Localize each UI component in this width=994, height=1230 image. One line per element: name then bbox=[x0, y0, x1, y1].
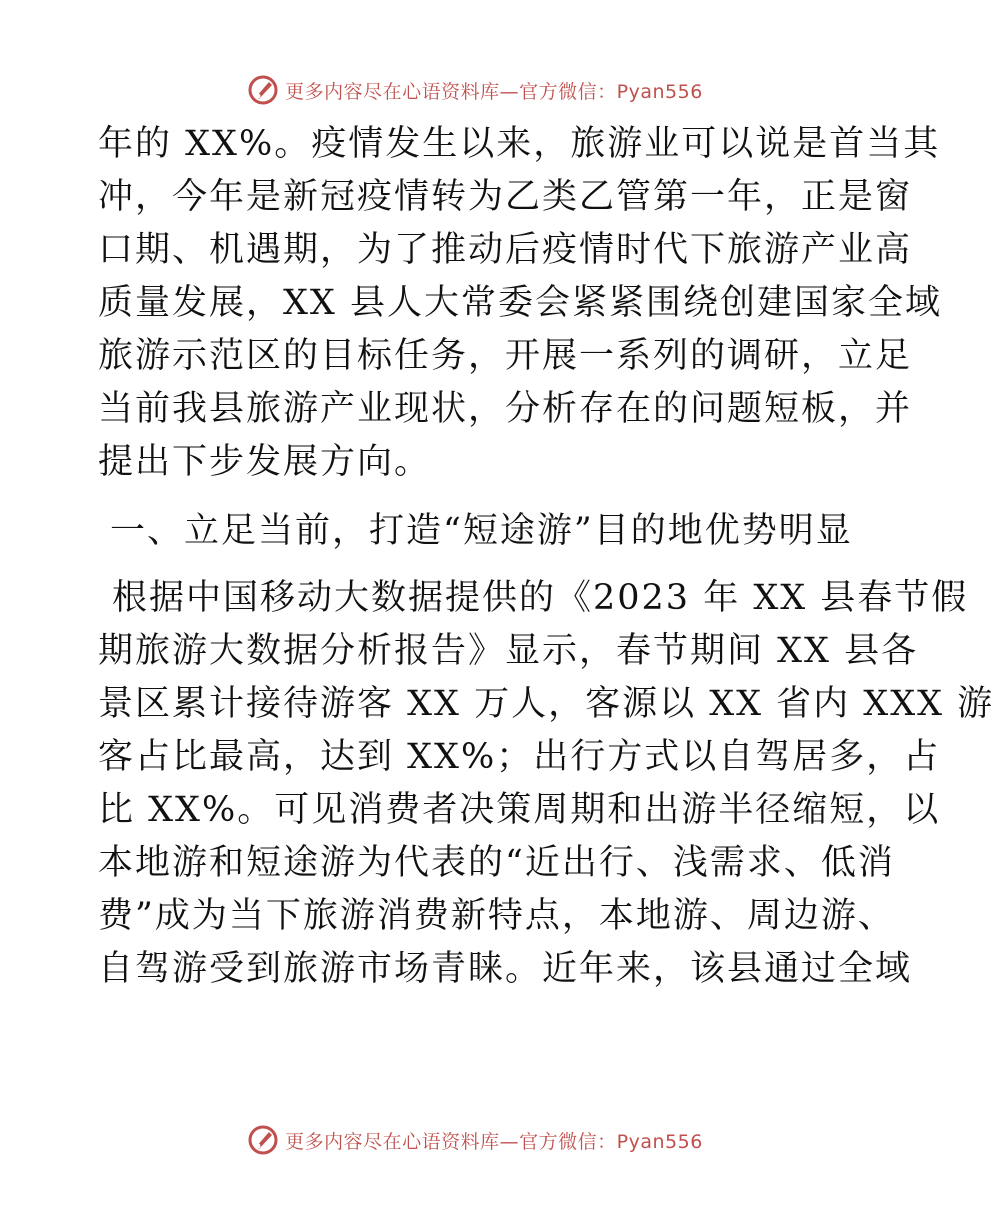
text-line: 根据中国移动大数据提供的《2023 年 XX 县春节假 bbox=[112, 578, 969, 618]
banner-text: 更多内容尽在心语资料库—官方微信：Pyan556 bbox=[285, 1130, 703, 1153]
text-line: 本地游和短途游为代表的“近出行、浅需求、低消 bbox=[98, 843, 895, 883]
document-body bbox=[98, 118, 994, 996]
text-line: 年的 XX%。疫情发生以来，旅游业可以说是首当其 bbox=[98, 124, 941, 164]
text-line: 旅游示范区的目标任务，开展一系列的调研，立足 bbox=[98, 336, 913, 376]
text-line: 质量发展，XX 县人大常委会紧紧围绕创建国家全域 bbox=[98, 283, 942, 323]
footer-banner bbox=[0, 1120, 950, 1160]
text-line: 景区累计接待游客 XX 万人，客源以 XX 省内 XXX 游 bbox=[98, 684, 994, 724]
text-line: 冲，今年是新冠疫情转为乙类乙管第一年，正是窗 bbox=[98, 177, 913, 217]
header-banner bbox=[0, 70, 950, 110]
banner-text: 更多内容尽在心语资料库—官方微信：Pyan556 bbox=[285, 80, 703, 103]
text-line: 口期、机遇期，为了推动后疫情时代下旅游产业高 bbox=[98, 230, 913, 270]
text-line: 费”成为当下旅游消费新特点，本地游、周边游、 bbox=[98, 896, 895, 936]
text-line: 期旅游大数据分析报告》显示，春节期间 XX 县各 bbox=[98, 631, 919, 671]
quill-seal-icon bbox=[247, 74, 279, 106]
text-line: 比 XX%。可见消费者决策周期和出游半径缩短，以 bbox=[98, 790, 941, 830]
text-line: 自驾游受到旅游市场青睐。近年来，该县通过全域 bbox=[98, 949, 913, 989]
text-line: 当前我县旅游产业现状，分析存在的问题短板，并 bbox=[98, 389, 913, 429]
text-line: 提出下步发展方向。 bbox=[98, 442, 432, 482]
quill-seal-icon bbox=[247, 1124, 279, 1156]
paragraph-2 bbox=[98, 572, 994, 996]
section-heading: 一、立足当前，打造“短途游”目的地优势明显 bbox=[110, 511, 853, 551]
paragraph-1 bbox=[98, 118, 942, 489]
text-line: 客占比最高，达到 XX%；出行方式以自驾居多，占 bbox=[98, 737, 941, 777]
